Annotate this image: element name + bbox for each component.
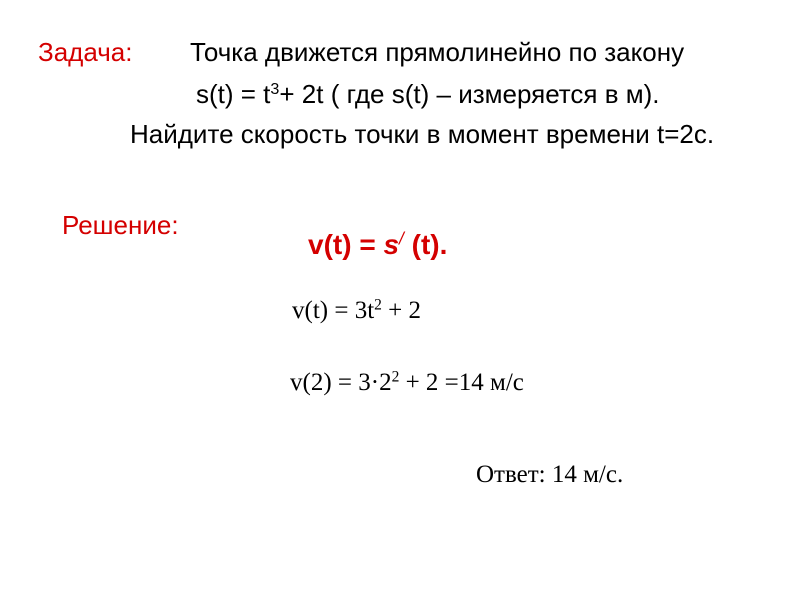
solution-step-1 [292, 296, 421, 326]
formula-prime: / [399, 228, 404, 249]
law-formula-rest: + 2t ( где s(t) – измеряется в м). [279, 79, 660, 109]
step2-rest: + 2 =14 м/с [399, 369, 524, 396]
task-label: Задача: [38, 37, 133, 67]
formula-lhs: v(t) = [308, 229, 384, 260]
answer-text: Ответ: 14 м/с. [476, 461, 624, 488]
step1-rest: + 2 [381, 297, 422, 324]
task-text-line-3: Найдите скорость точки в момент времени t=2с. [130, 119, 715, 149]
law-formula-start: s(t) = t [196, 79, 271, 109]
step2-exponent: 2 [391, 368, 400, 386]
solution-label: Решение: [62, 210, 179, 240]
velocity-definition-formula [308, 228, 447, 262]
task-text-line-1: Точка движется прямолинейно по закону [190, 37, 685, 67]
formula-rhs: (t). [403, 229, 448, 260]
task-text-line-2 [196, 79, 660, 109]
step1-start: v(t) = 3t [292, 297, 375, 324]
law-exponent: 3 [270, 80, 280, 99]
formula-function: s [383, 229, 400, 260]
solution-step-2 [290, 368, 524, 398]
step1-exponent: 2 [374, 296, 382, 314]
step2-start: v(2) = 3·2 [290, 369, 392, 396]
